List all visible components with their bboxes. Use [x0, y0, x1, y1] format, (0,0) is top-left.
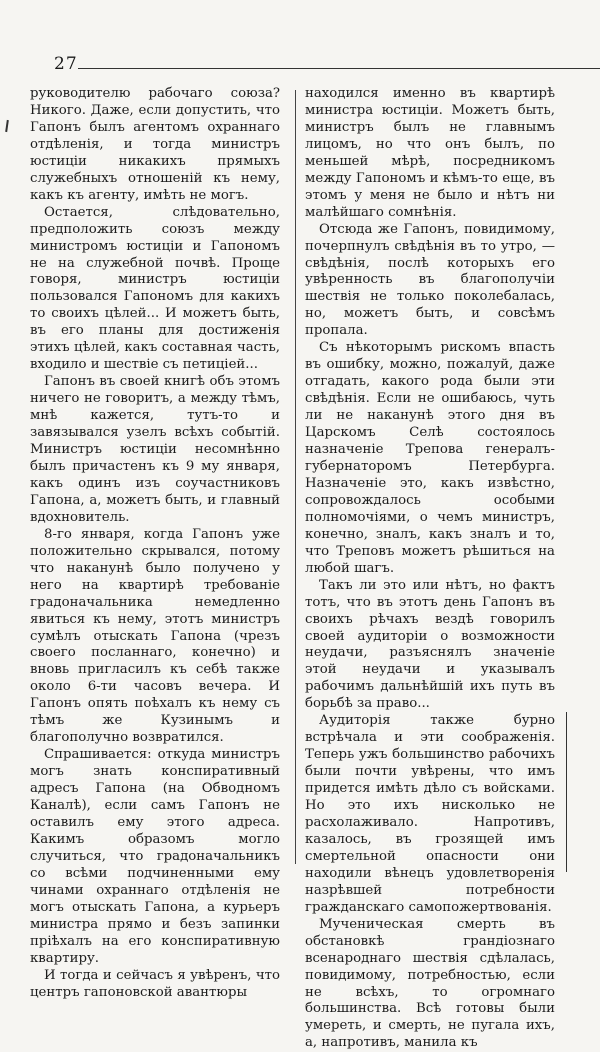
right-column	[305, 86, 555, 1052]
margin-pencil-mark	[5, 120, 9, 132]
paragraph: 8-го января, когда Гапонъ уже положительно скрывался, потому что наканунѣ было получено у него на квартирѣ требованіе градоначальника немедленно явиться къ нему, этотъ министръ сумѣлъ отыскать Гапона (чрезъ своего посланнаго, конечно) и вновь пригласилъ къ себѣ также около 6-ти часовъ вечера. И Гапонъ опять поѣхалъ къ нему съ тѣмъ же Кузинымъ и благополучно возвратился.	[30, 526, 280, 746]
paragraph: находился именно въ квартирѣ министра юстиціи. Можетъ быть, министръ былъ не главнымъ лицомъ, но что онъ былъ, по меньшей мѣрѣ, посредникомъ между Гапономъ и кѣмъ-то еще, въ этомъ у меня не было и нѣтъ ни малѣйшаго сомнѣнія.	[305, 86, 555, 220]
paragraph: Отсюда же Гапонъ, повидимому, почерпнулъ свѣдѣнія въ то утро, —свѣдѣнія, послѣ которыхъ его увѣренность въ благополучіи шествія не только поколебалась, но, можетъ быть, и совсѣмъ пропала.	[305, 221, 555, 339]
paragraph: Остается, слѣдовательно, предположить союзъ между министромъ юстиціи и Гапономъ не на служебной почвѣ. Проще говоря, министръ юстиціи пользовался Гапономъ для какихъ то своихъ цѣлей... И можетъ быть, въ его планы для достиженія этихъ цѣлей, какъ составная часть, входило и шествіе съ петиціей...	[30, 204, 280, 373]
paragraph: Гапонъ въ своей книгѣ объ этомъ ничего не говоритъ, а между тѣмъ, мнѣ кажется, тутъ-то и завязывался узелъ всѣхъ событій. Министръ юстиціи несомнѣнно былъ причастенъ къ 9 му января, какъ одинъ изъ соучастниковъ Гапона, а, можетъ быть, и главный вдохновитель.	[30, 374, 280, 525]
paragraph: Аудиторія также бурно встрѣчала и эти соображенія. Теперь ужъ большинство рабочихъ были почти увѣрены, что имъ придется имѣть дѣло съ войсками. Но это ихъ нисколько не расхолаживало. Напротивъ, казалось, въ грозящей имъ смертельной опасности они находили вѣнецъ удовлетворенія назрѣвшей потребности гражданскаго самопожертвованія.	[305, 713, 555, 915]
page-number: 27	[54, 54, 78, 74]
column-divider	[295, 90, 296, 864]
paragraph: Такъ ли это или нѣтъ, но фактъ тотъ, что въ этотъ день Гапонъ въ своихъ рѣчахъ вездѣ говорилъ своей аудиторіи о возможности неудачи, разъяснялъ значеніе этой неудачи и указывалъ рабочимъ дальнѣйшій ихъ путь въ борьбѣ за право...	[305, 577, 555, 712]
paragraph: И тогда и сейчасъ я увѣренъ, что центръ гапоновской авантюры	[30, 967, 280, 1000]
paragraph: Съ нѣкоторымъ рискомъ впасть въ ошибку, можно, пожалуй, даже отгадать, какого рода были эти свѣдѣнія. Если не ошибаюсь, чуть ли не наканунѣ этого дня въ Царскомъ Селѣ состоялось назначеніе Трепова генералъ-губернаторомъ Петербурга. Назначеніе это, какъ извѣстно, сопровождалось особыми полномочіями, о чемъ министръ, конечно, зналъ, какъ зналъ и то, что Треповъ можетъ рѣшиться на любой шагъ.	[305, 340, 555, 576]
paragraph: руководителю рабочаго союза? Никого. Даже, если допустить, что Гапонъ былъ агентомъ охраннаго отдѣленія, и тогда министръ юстиціи никакихъ прямыхъ служебныхъ отношеній къ нему, какъ къ агенту, имѣть не могъ.	[30, 86, 280, 203]
paragraph: Мученическая смерть въ обстановкѣ грандіознаго всенароднаго шествія сдѣлалась, повидимому, потребностью, если не всѣхъ, то огромнаго большинства. Всѣ готовы были умереть, и смерть, не пугала ихъ, а, напротивъ, манила къ	[305, 916, 555, 1051]
left-column	[30, 86, 280, 1001]
margin-pencil-line	[566, 712, 567, 872]
header-rule	[78, 68, 600, 69]
paragraph: Спрашивается: откуда министръ могъ знать конспиративный адресъ Гапона (на Обводномъ Каналѣ), если самъ Гапонъ не оставилъ ему этого адреса. Какимъ образомъ могло случиться, что градоначальникъ со всѣми подчиненными ему чинами охраннаго отдѣленія не могъ отыскать Гапона, а курьеръ министра прямо и безъ запинки пріѣхалъ на его конспиративную квартиру.	[30, 747, 280, 966]
